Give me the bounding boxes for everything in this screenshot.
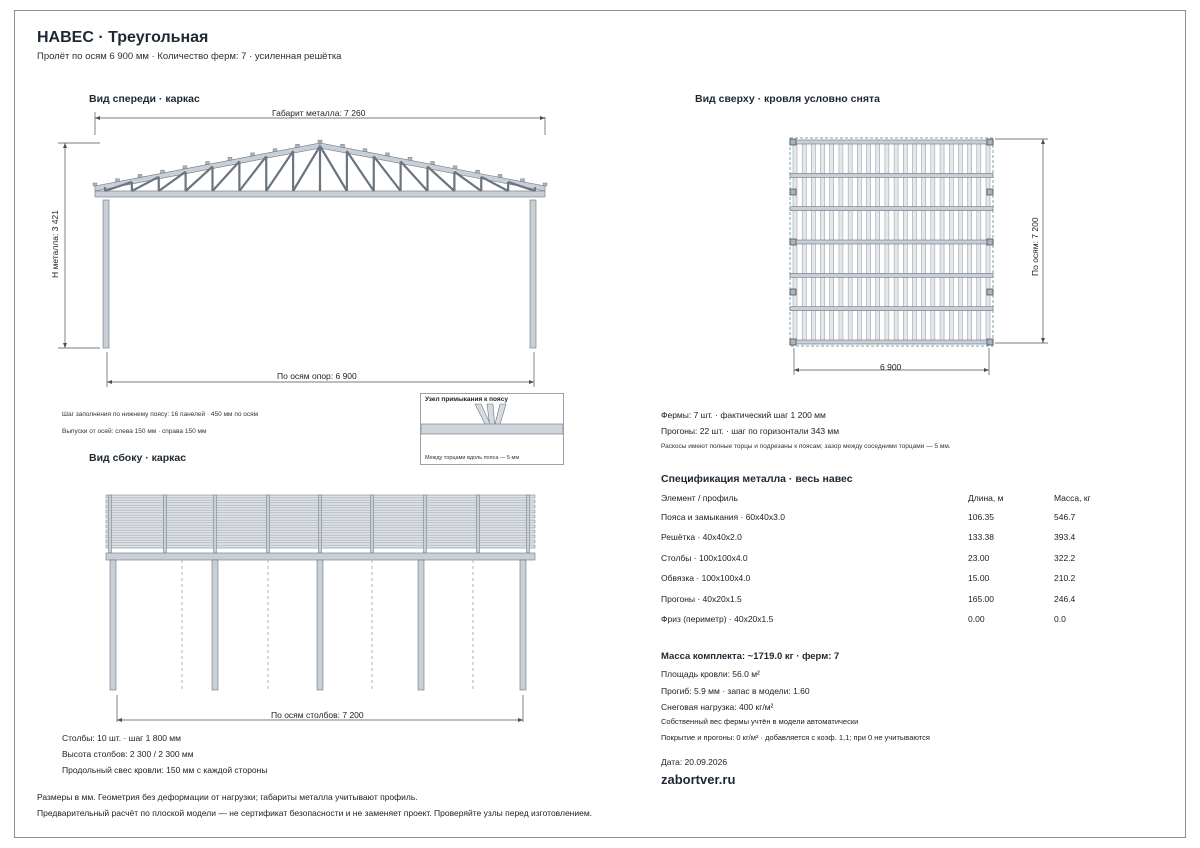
- front-view-drawing: [58, 112, 547, 387]
- top-dim-bottom-line-arrow-end: [984, 368, 989, 372]
- top-truss: [790, 340, 993, 344]
- node-detail-title: Узел примыкания к поясу: [425, 396, 508, 403]
- top-view-drawing: [790, 138, 1048, 375]
- side-truss-edge: [477, 495, 480, 553]
- truss-purlin-mark: [251, 153, 255, 156]
- spec-row-name: Пояса и замыкания · 60х40х3.0: [661, 512, 785, 522]
- spec-row-length: 165.00: [968, 594, 994, 604]
- top-note-purlins: Прогоны: 22 шт. · шаг по горизонтали 343 мм: [661, 426, 840, 436]
- top-post: [987, 239, 993, 245]
- footer-disclaimer: Предварительный расчёт по плоской модели — не сертификат безопасности и не заменяет проект. Проверяйте узлы перед изготовлением.: [37, 808, 593, 818]
- spec-row-mass: 0.0: [1054, 614, 1066, 624]
- truss-web-diagonal: [320, 146, 347, 191]
- truss-purlin-mark: [476, 170, 480, 173]
- truss-purlin-mark: [318, 140, 322, 143]
- node-detail-box: [420, 393, 564, 465]
- truss-purlin-mark: [453, 166, 457, 169]
- node-detail-sketch: [421, 394, 563, 464]
- summary-mass: Масса комплекта: ~1719.0 кг · ферм: 7: [661, 651, 840, 662]
- top-post: [790, 189, 796, 195]
- top-view-heading: Вид сверху · кровля условно снята: [695, 93, 880, 105]
- side-note-overhang: Продольный свес кровли: 150 мм с каждой стороны: [62, 765, 268, 775]
- front-dim-height-label: Н металла: 3 421: [50, 210, 60, 278]
- truss-purlin-mark: [206, 162, 210, 165]
- spec-row-length: 15.00: [968, 573, 990, 583]
- side-post: [317, 560, 323, 690]
- front-note-overhangs: Выпуски от осей: слева 150 мм · справа 150 мм: [62, 428, 207, 435]
- front-post: [103, 200, 109, 348]
- top-post: [790, 239, 796, 245]
- side-post: [212, 560, 218, 690]
- spec-row-name: Прогоны · 40х20х1.5: [661, 594, 742, 604]
- truss-purlin-mark: [161, 170, 165, 173]
- side-dim-bottom-label: По осям столбов: 7 200: [271, 710, 364, 720]
- spec-row-name: Фриз (периметр) · 40х20х1.5: [661, 614, 774, 624]
- page-subtitle: Пролёт по осям 6 900 мм · Количество ферм: 7 · усиленная решётка: [37, 51, 342, 62]
- truss-purlin-mark: [543, 183, 547, 186]
- front-dim-height-line-arrow-start: [63, 143, 67, 148]
- top-truss: [790, 140, 993, 144]
- top-dim-bottom-line-arrow-start: [794, 368, 799, 372]
- side-dim-bottom-line-arrow-start: [117, 718, 122, 722]
- side-truss-edge: [109, 495, 112, 553]
- front-dim-top-label: Габарит металла: 7 260: [272, 108, 366, 118]
- front-dim-bottom-line-arrow-start: [107, 380, 112, 384]
- side-view-heading: Вид сбоку · каркас: [89, 452, 187, 464]
- spec-col-mass: Масса, кг: [1054, 493, 1091, 503]
- front-dim-height-line-arrow-end: [63, 343, 67, 348]
- top-truss: [790, 207, 993, 211]
- front-view-heading: Вид спереди · каркас: [89, 93, 200, 105]
- spec-row-length: 23.00: [968, 553, 990, 563]
- spec-row-mass: 210.2: [1054, 573, 1076, 583]
- truss-purlin-mark: [296, 144, 300, 147]
- truss-purlin-mark: [431, 162, 435, 165]
- side-dim-bottom-line-arrow-end: [518, 718, 523, 722]
- truss-purlin-mark: [273, 149, 277, 152]
- top-truss: [790, 240, 993, 244]
- truss-purlin-mark: [408, 157, 412, 160]
- side-truss-edge: [371, 495, 374, 553]
- top-dim-bottom-label: 6 900: [880, 362, 902, 372]
- truss-purlin-mark: [521, 179, 525, 182]
- summary-self-weight: Собственный вес фермы учтён в модели автоматически: [661, 717, 859, 726]
- spec-row-mass: 322.2: [1054, 553, 1076, 563]
- summary-deflection: Прогиб: 5.9 мм · запас в модели: 1.60: [661, 686, 810, 696]
- spec-row-length: 0.00: [968, 614, 985, 624]
- truss-web-diagonal: [293, 146, 320, 191]
- top-note-braces: Раскосы имеют полные торцы и подрезаны к поясам; зазор между соседними торцами — 5 мм.: [661, 443, 951, 450]
- top-dim-right-line-arrow-end: [1041, 338, 1045, 343]
- brand-link[interactable]: zabortver.ru: [661, 772, 736, 787]
- truss-purlin-mark: [116, 179, 120, 182]
- top-post: [987, 289, 993, 295]
- side-truss-edge: [424, 495, 427, 553]
- spec-heading: Спецификация металла · весь навес: [661, 473, 853, 485]
- footer-note-dimensions: Размеры в мм. Геометрия без деформации от нагрузки; габариты металла учитывают профиль.: [37, 792, 418, 802]
- truss-purlin-mark: [386, 153, 390, 156]
- top-post: [987, 139, 993, 145]
- summary-date: Дата: 20.09.2026: [661, 757, 728, 767]
- side-truss-edge: [164, 495, 167, 553]
- top-dim-right-line-arrow-start: [1041, 139, 1045, 144]
- front-dim-top-line-arrow-end: [540, 116, 545, 120]
- node-detail-caption: Между торцами вдоль пояса — 5 мм: [425, 455, 520, 461]
- top-post: [790, 339, 796, 345]
- truss-bottom-chord: [95, 191, 545, 197]
- front-post: [530, 200, 536, 348]
- spec-row-mass: 393.4: [1054, 532, 1076, 542]
- truss-purlin-mark: [183, 166, 187, 169]
- top-truss: [790, 307, 993, 311]
- side-longitudinal-beam: [106, 553, 535, 560]
- top-post: [790, 139, 796, 145]
- top-truss: [790, 273, 993, 277]
- side-truss-edge: [214, 495, 217, 553]
- top-note-trusses: Фермы: 7 шт. · фактический шаг 1 200 мм: [661, 410, 826, 420]
- truss-purlin-mark: [93, 183, 97, 186]
- top-post: [790, 289, 796, 295]
- side-truss-edge: [319, 495, 322, 553]
- top-dim-right-label: По осям: 7 200: [1030, 217, 1040, 276]
- front-dim-top-line-arrow-start: [95, 116, 100, 120]
- truss-purlin-mark: [341, 144, 345, 147]
- spec-col-element: Элемент / профиль: [661, 493, 738, 503]
- node-chord: [421, 424, 563, 434]
- spec-row-mass: 246.4: [1054, 594, 1076, 604]
- side-post: [418, 560, 424, 690]
- side-post: [520, 560, 526, 690]
- spec-row-length: 106.35: [968, 512, 994, 522]
- spec-row-name: Столбы · 100х100х4.0: [661, 553, 748, 563]
- summary-roof-area: Площадь кровли: 56.0 м²: [661, 669, 760, 679]
- truss-purlin-mark: [228, 157, 232, 160]
- spec-row-name: Обвязка · 100х100х4.0: [661, 573, 751, 583]
- side-note-posts: Столбы: 10 шт. · шаг 1 800 мм: [62, 733, 181, 743]
- side-note-post-height: Высота столбов: 2 300 / 2 300 мм: [62, 749, 194, 759]
- side-truss-edge: [267, 495, 270, 553]
- side-post: [110, 560, 116, 690]
- side-truss-edge: [527, 495, 530, 553]
- top-post: [987, 189, 993, 195]
- spec-row-length: 133.38: [968, 532, 994, 542]
- spec-row-name: Решётка · 40х40х2.0: [661, 532, 742, 542]
- summary-snow-load: Снеговая нагрузка: 400 кг/м²: [661, 702, 774, 712]
- page-title: НАВЕС · Треугольная: [37, 29, 209, 46]
- front-dim-bottom-line-arrow-end: [529, 380, 534, 384]
- truss-purlin-mark: [138, 174, 142, 177]
- spec-col-length: Длина, м: [968, 493, 1004, 503]
- side-view-drawing: [106, 495, 535, 722]
- truss-purlin-mark: [498, 174, 502, 177]
- top-truss: [790, 173, 993, 177]
- top-post: [987, 339, 993, 345]
- summary-covering: Покрытие и прогоны: 0 кг/м² · добавляется с коэф. 1,1; при 0 не учитываются: [661, 733, 930, 742]
- front-dim-bottom-label: По осям опор: 6 900: [277, 371, 357, 381]
- truss-purlin-mark: [363, 149, 367, 152]
- front-note-fill-step: Шаг заполнения по нижнему поясу: 16 панелей · 450 мм по осям: [62, 411, 259, 418]
- spec-row-mass: 546.7: [1054, 512, 1076, 522]
